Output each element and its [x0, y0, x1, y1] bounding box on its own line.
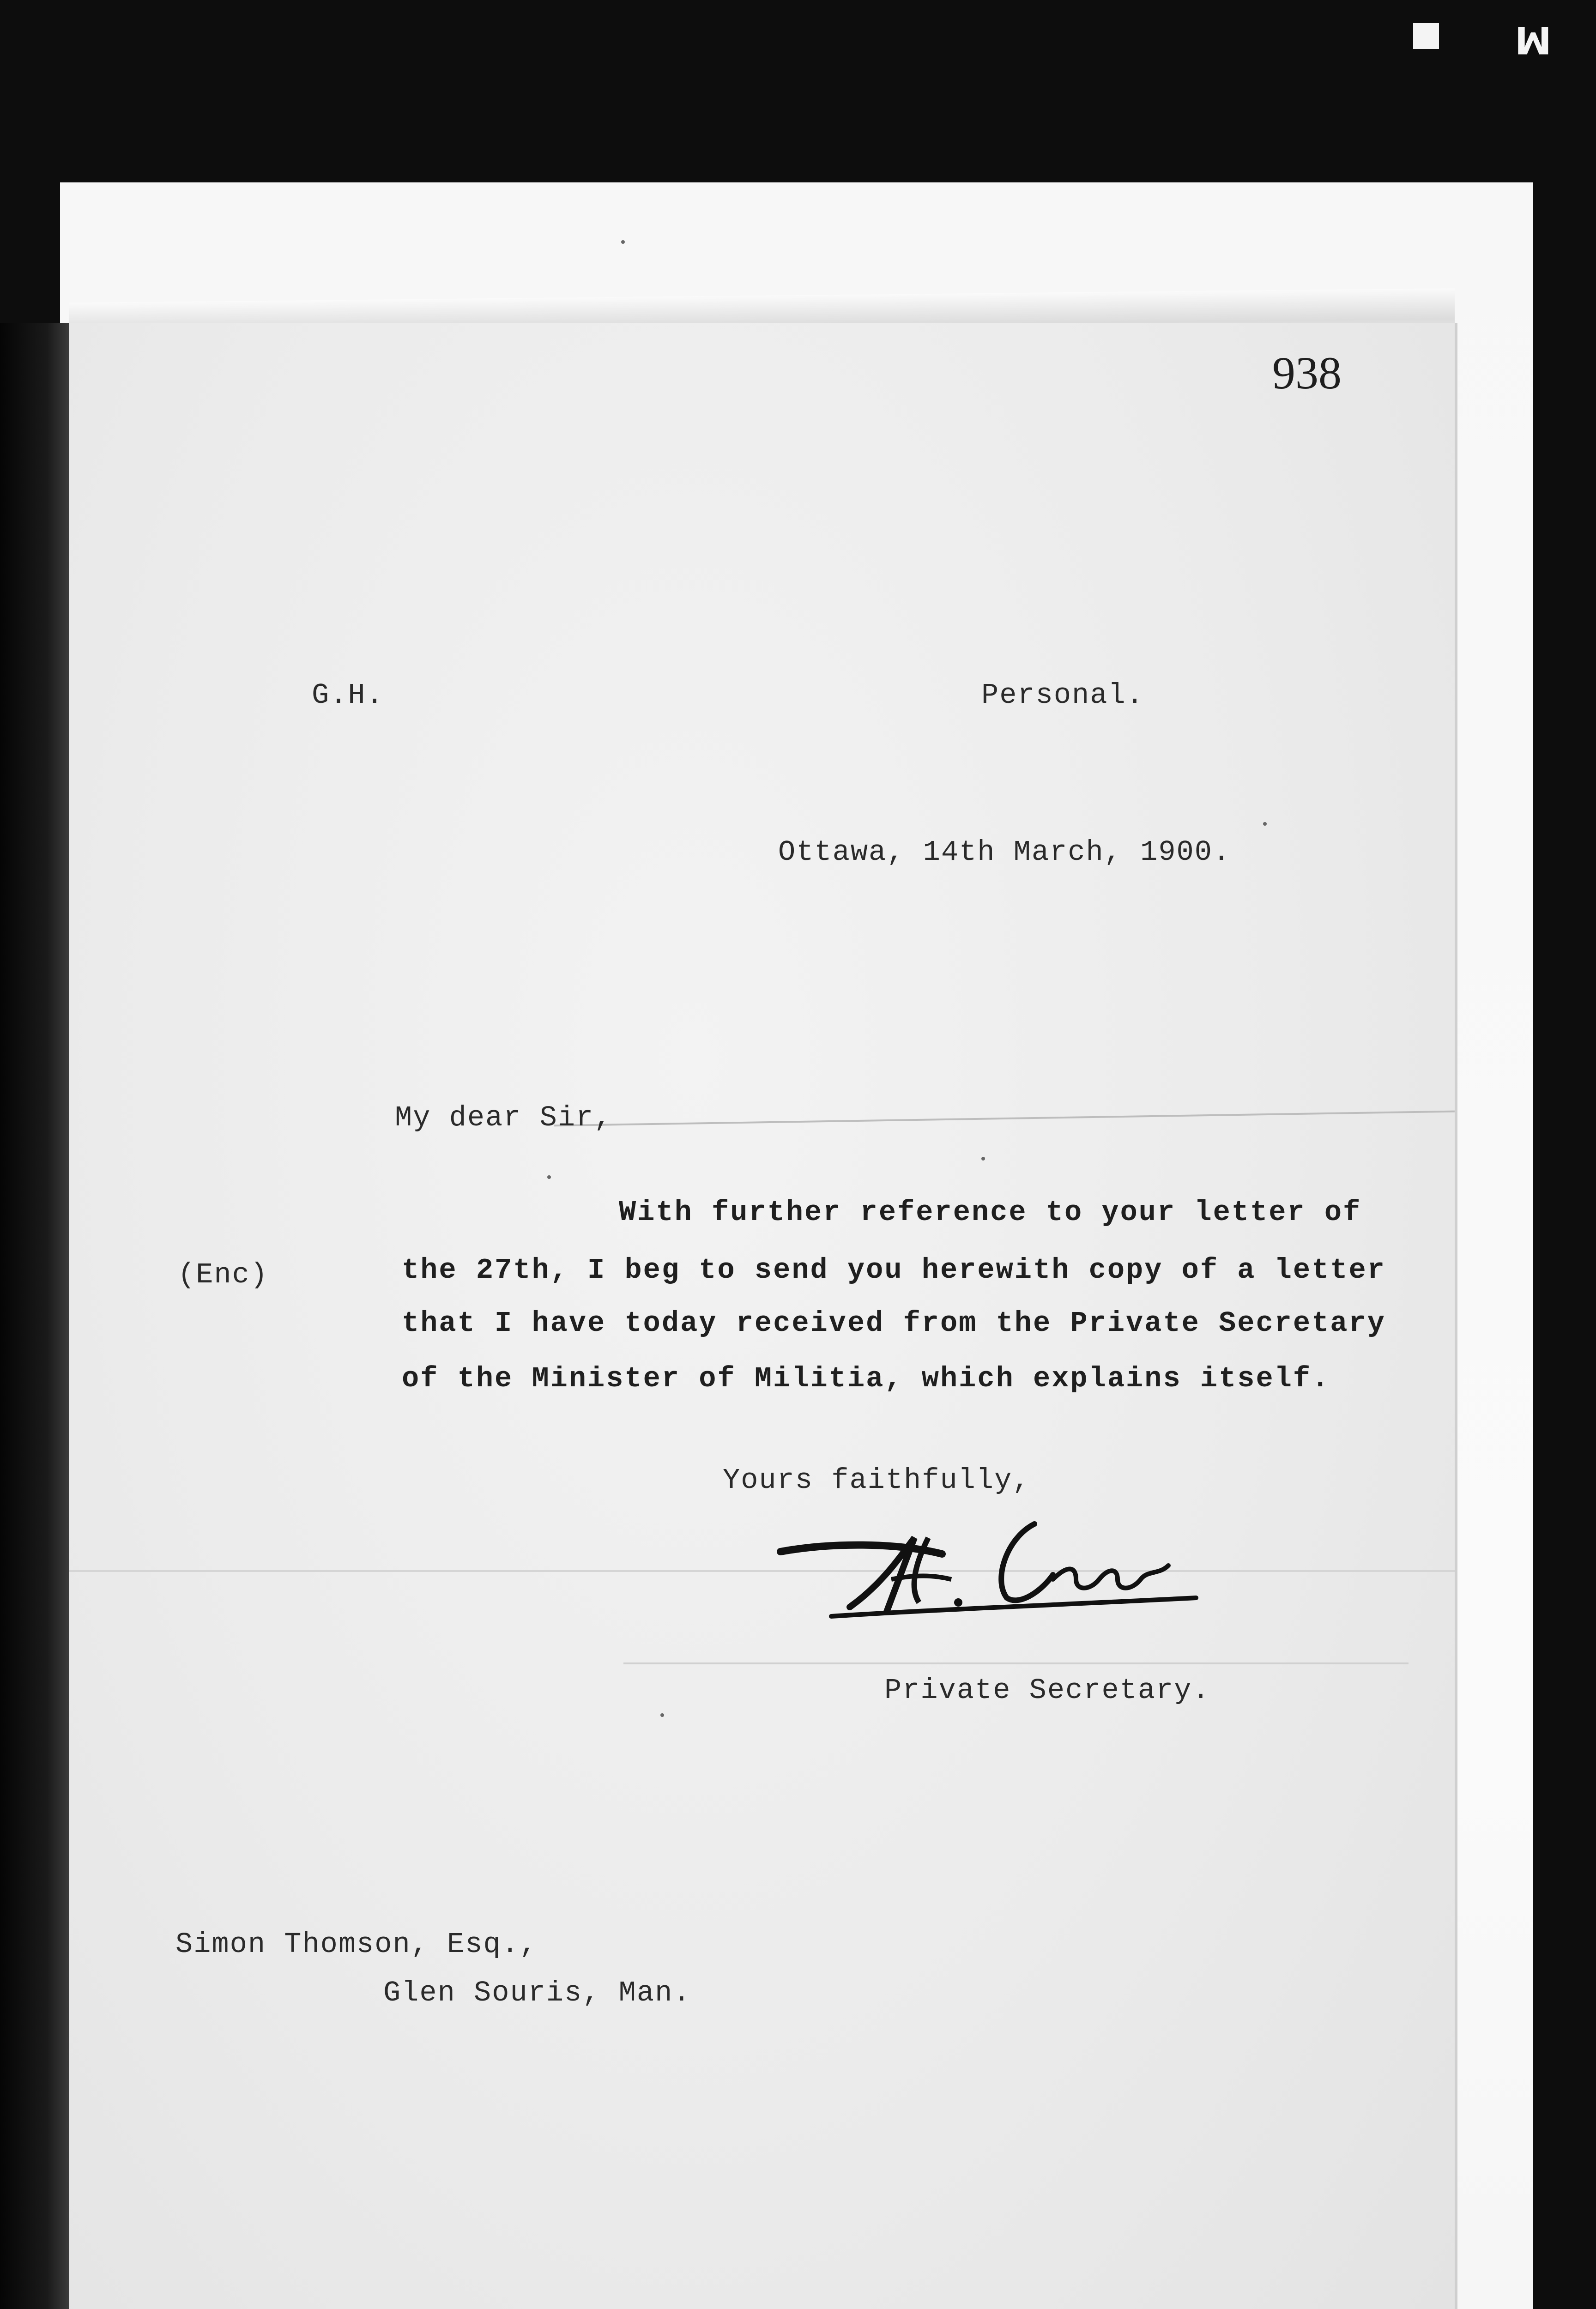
- paper-crease: [623, 1662, 1409, 1664]
- paper-crease: [69, 1570, 1455, 1572]
- enclosure-note: (Enc): [178, 1258, 269, 1291]
- classification: Personal.: [981, 679, 1144, 712]
- dust-speck: [547, 1175, 551, 1179]
- addressee-name: Simon Thomson, Esq.,: [175, 1928, 538, 1961]
- body-line: the 27th, I beg to send you herewith copy of a letter: [402, 1254, 1386, 1287]
- addressee-place: Glen Souris, Man.: [383, 1977, 691, 2009]
- film-frame-letter: M: [1515, 18, 1552, 61]
- body-line: of the Minister of Militia, which explains itself.: [402, 1362, 1330, 1395]
- dust-speck: [1263, 822, 1267, 826]
- handwritten-signature: [776, 1510, 1205, 1649]
- scan-left-edge: [0, 323, 79, 2309]
- dust-speck: [981, 1157, 985, 1161]
- closing: Yours faithfully,: [723, 1464, 1031, 1497]
- body-line: With further reference to your letter of: [619, 1196, 1362, 1229]
- dust-speck: [621, 240, 625, 244]
- salutation: My dear Sir,: [395, 1101, 612, 1134]
- page-number: 938: [1272, 347, 1342, 399]
- dust-speck: [660, 1713, 664, 1717]
- signer-title: Private Secretary.: [884, 1674, 1210, 1707]
- body-line: that I have today received from the Private Secretary: [402, 1307, 1386, 1340]
- place-date: Ottawa, 14th March, 1900.: [778, 836, 1231, 869]
- film-frame-marker: [1413, 23, 1439, 49]
- file-initials: G.H.: [312, 679, 384, 712]
